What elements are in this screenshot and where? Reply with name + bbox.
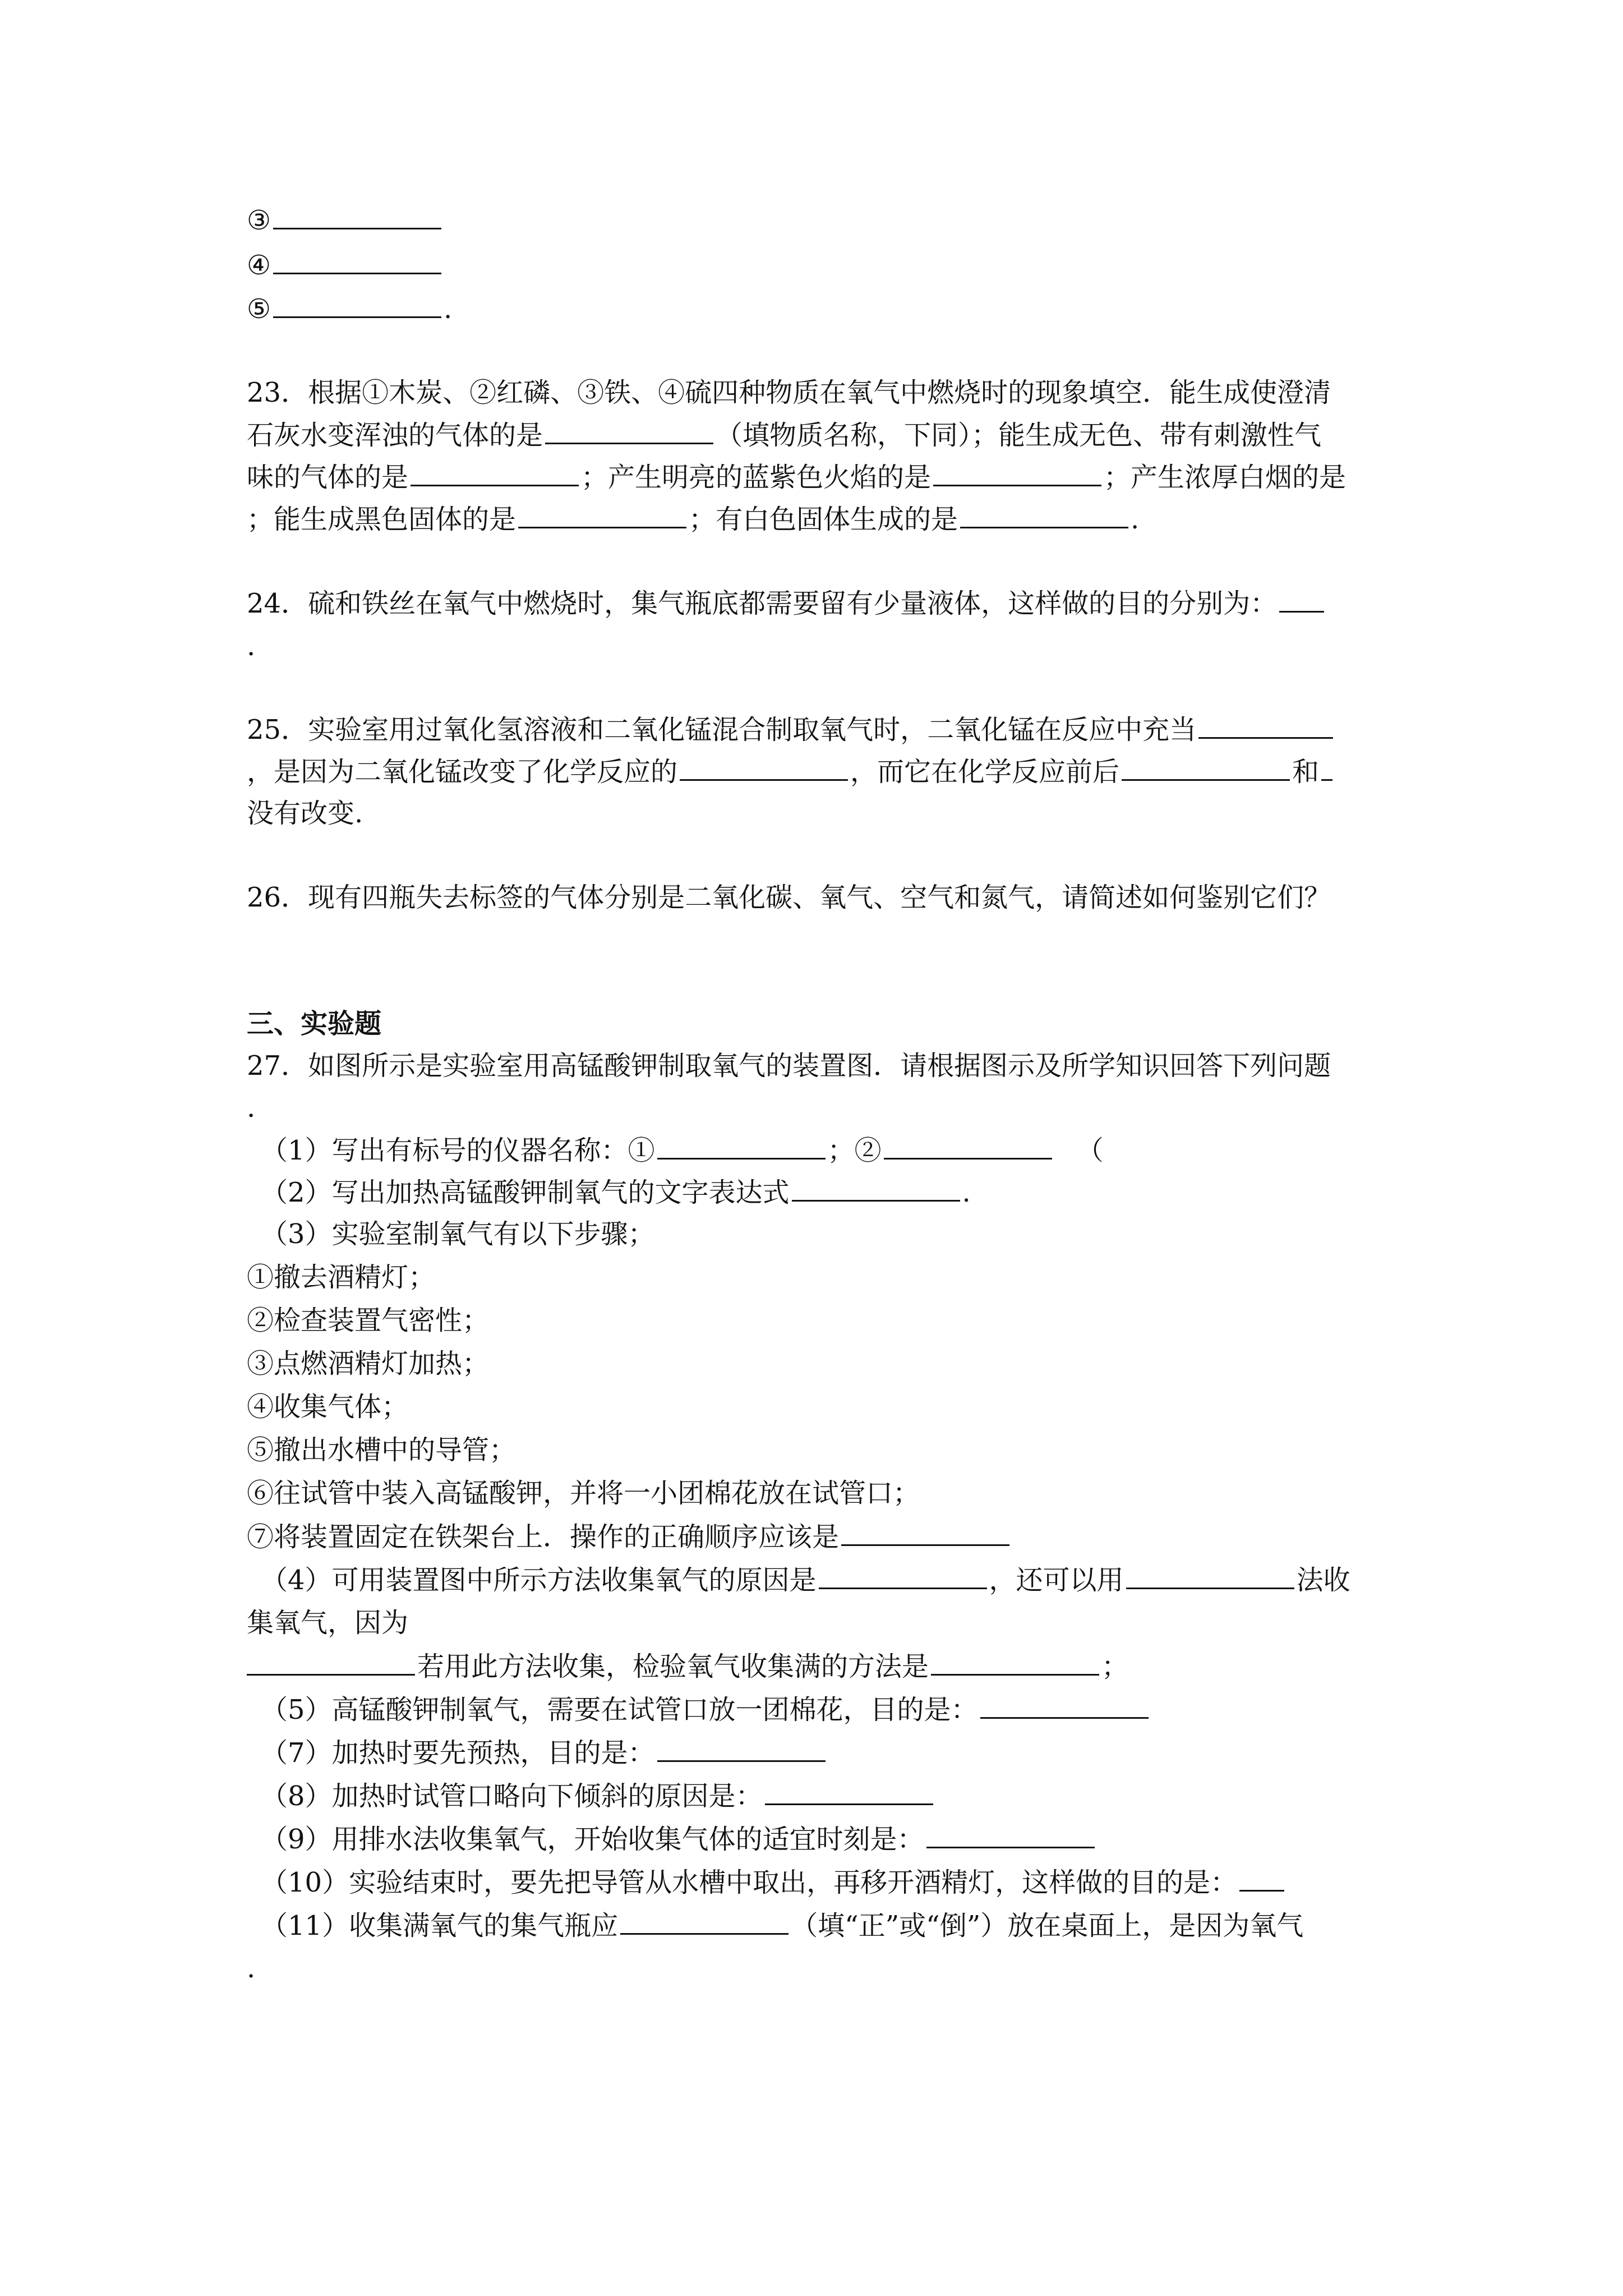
q27-text: （9）用排水法收集氧气，开始收集气体的适宜时刻是： [261, 1824, 924, 1855]
q25-line3: 没有改变. [247, 798, 363, 829]
q25-text: ，而它在化学反应前后 [850, 756, 1120, 788]
q25-line2 [247, 754, 1391, 789]
item-label: ④ [247, 250, 271, 281]
answer-blank[interactable] [273, 203, 441, 229]
item-end: . [444, 293, 453, 325]
q23-text: ；有白色固体生成的是 [689, 504, 958, 535]
q23-line3 [247, 460, 1391, 494]
q27-text: （4）可用装置图中所示方法收集氧气的原因是 [261, 1565, 817, 1596]
answer-blank[interactable] [980, 1692, 1149, 1719]
q27-text: ； [1101, 1651, 1129, 1682]
q26-line1: 26．现有四瓶失去标签的气体分别是二氧化碳、氧气、空气和氮气，请简述如何鉴别它们？ [247, 882, 1331, 913]
answer-blank[interactable] [765, 1779, 933, 1805]
answer-blank[interactable] [819, 1563, 987, 1589]
answer-blank[interactable] [960, 502, 1128, 528]
q23-line1: 23．根据①木炭、②红磷、③铁、④硫四种物质在氧气中燃烧时的现象填空．能生成使澄清 [247, 377, 1331, 408]
answer-blank[interactable] [792, 1175, 960, 1202]
q23-text: 味的气体的是 [247, 462, 409, 493]
answer-blank[interactable] [657, 1736, 826, 1762]
q27-step: ④收集气体； [247, 1391, 409, 1423]
answer-blank[interactable] [884, 1133, 1052, 1159]
q27-part3: （3）实验室制氧气有以下步骤； [261, 1218, 655, 1250]
q27-text: . [962, 1177, 971, 1208]
q27-text: （8）加热时试管口略向下倾斜的原因是： [261, 1780, 763, 1812]
q25-text: 和 [1292, 756, 1320, 788]
q23-text: （填物质名称，下同）；能生成无色、带有刺激性气 [716, 420, 1322, 451]
answer-blank[interactable] [1198, 712, 1333, 739]
answer-blank[interactable] [1126, 1563, 1294, 1589]
q27-text: 法收 [1296, 1565, 1350, 1596]
answer-blank[interactable] [1279, 586, 1324, 613]
q27-text: 若用此方法收集，检验氧气收集满的方法是 [417, 1651, 929, 1682]
q27-text: ，还可以用 [989, 1565, 1124, 1596]
q24-line2: . [247, 631, 256, 662]
q27-part9 [261, 1822, 1405, 1856]
answer-blank[interactable] [657, 1133, 826, 1159]
q27-step: ③点燃酒精灯加热； [247, 1348, 490, 1379]
q27-part11 [261, 1908, 1405, 1943]
q27-part4-line3 [247, 1649, 1391, 1683]
q27-text: （1）写出有标号的仪器名称：① [261, 1135, 655, 1166]
q27-step: ⑤撤出水槽中的导管； [247, 1434, 517, 1466]
q27-part8 [261, 1779, 1405, 1813]
answer-blank[interactable] [273, 292, 441, 318]
q27-part4-line2: 集氧气，因为 [247, 1607, 409, 1639]
q27-step: ①撤去酒精灯； [247, 1262, 436, 1293]
answer-blank[interactable] [931, 1649, 1099, 1676]
q27-part1 [261, 1133, 1405, 1167]
answer-blank[interactable] [620, 1908, 789, 1935]
answer-blank[interactable] [273, 248, 441, 274]
q27-line1: 27．如图所示是实验室用高锰酸钾制取氧气的装置图．请根据图示及所学知识回答下列问题 [247, 1050, 1331, 1082]
q27-line2: . [247, 1092, 256, 1124]
item-4 [247, 248, 1391, 282]
answer-blank[interactable] [545, 418, 713, 444]
answer-blank[interactable] [933, 460, 1101, 486]
q27-part10 [261, 1865, 1405, 1899]
q27-text: ；② [827, 1135, 882, 1166]
q27-text: （11）收集满氧气的集气瓶应 [261, 1910, 619, 1941]
q25-text: 25．实验室用过氧化氢溶液和二氧化锰混合制取氧气时，二氧化锰在反应中充当 [247, 714, 1197, 746]
q24-line1 [247, 586, 1391, 620]
q23-text: ；产生明亮的蓝紫色火焰的是 [581, 462, 932, 493]
q23-line4 [247, 502, 1391, 536]
q23-text: 石灰水变浑浊的气体的是 [247, 420, 543, 451]
q25-line1 [247, 712, 1391, 747]
answer-blank[interactable] [1321, 754, 1332, 781]
item-5 [247, 292, 1391, 326]
q27-text: ⑦将装置固定在铁架台上．操作的正确顺序应该是 [247, 1521, 840, 1553]
q23-text: ；能生成黑色固体的是 [247, 504, 517, 535]
q27-step: ⑥往试管中装入高锰酸钾，并将一小团棉花放在试管口； [247, 1478, 920, 1509]
q27-part5 [261, 1692, 1405, 1727]
answer-blank[interactable] [1239, 1865, 1284, 1892]
q27-part7 [261, 1736, 1405, 1770]
q25-text: ，是因为二氧化锰改变了化学反应的 [247, 756, 678, 788]
item-3 [247, 203, 1391, 237]
q27-text: （10）实验结束时，要先把导管从水槽中取出，再移开酒精灯，这样做的目的是： [261, 1867, 1238, 1898]
q27-text: （7）加热时要先预热，目的是： [261, 1737, 655, 1769]
q27-step7 [247, 1520, 1391, 1554]
answer-blank[interactable] [1122, 754, 1290, 781]
q24-text: 24．硫和铁丝在氧气中燃烧时，集气瓶底都需要留有少量液体，这样做的目的分别为： [247, 588, 1278, 619]
answer-blank[interactable] [841, 1520, 1009, 1546]
q27-text: （2）写出加热高锰酸钾制氧气的文字表达式 [261, 1177, 790, 1208]
answer-blank[interactable] [411, 460, 579, 486]
section-title: 三、实验题 [247, 1008, 382, 1039]
q27-step: ②检查装置气密性； [247, 1305, 490, 1336]
q23-line2 [247, 418, 1391, 452]
q27-part11-line2: . [247, 1953, 256, 1984]
answer-blank[interactable] [247, 1649, 415, 1676]
q23-text: . [1131, 504, 1140, 535]
q27-text: （5）高锰酸钾制氧气，需要在试管口放一团棉花，目的是： [261, 1694, 978, 1726]
answer-blank[interactable] [518, 502, 686, 528]
q27-text: （填“正”或“倒”）放在桌面上，是因为氧气 [791, 1910, 1304, 1941]
item-label: ⑤ [247, 293, 271, 325]
q27-part4 [261, 1563, 1405, 1597]
q27-text: （ [1076, 1135, 1104, 1166]
answer-blank[interactable] [926, 1822, 1095, 1848]
q27-part2 [261, 1175, 1405, 1209]
answer-blank[interactable] [680, 754, 848, 781]
q23-text: ；产生浓厚白烟的是 [1104, 462, 1347, 493]
item-label: ③ [247, 205, 271, 236]
